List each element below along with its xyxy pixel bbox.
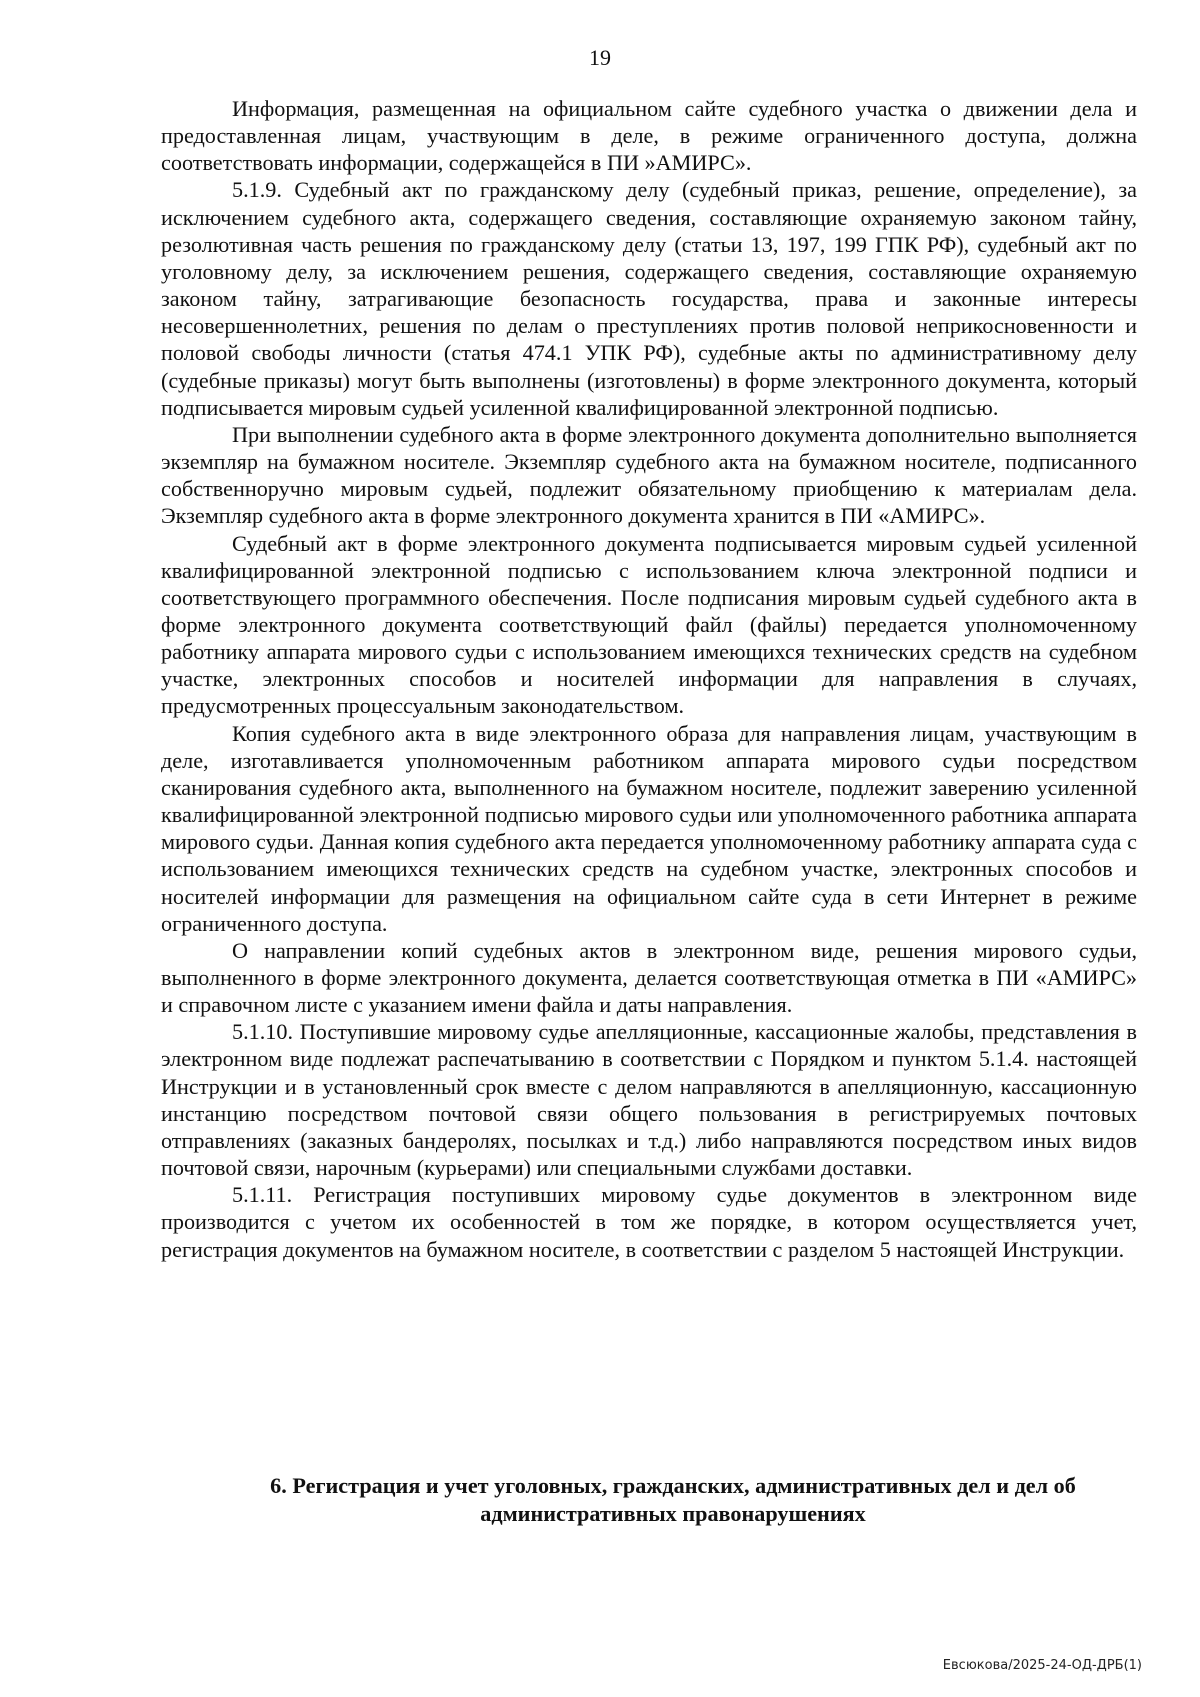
paragraph-5-1-9: 5.1.9. Судебный акт по гражданскому делу (судебный приказ, решение, определение), за исключением судебного акта, содержащего сведения, составляющие охраняемую законом тайну, резолютивная часть решения по гражданскому делу (статьи 13, 197, 199 ГПК РФ), судебный акт по уголовному делу, за исключением решения, содержащего сведения, составляющие охраняемую законом тайну, затрагивающие безопасность государства, права и законные интересы несовершеннолетних, решения по делам о преступлениях против половой неприкосновенности и половой свободы личности (статья 474.1 УПК РФ), судебные акты по административному делу (судебные приказы) могут быть выполнены (изготовлены) в форме электронного документа, который подписывается мировым судьей усиленной квалифицированной электронной подписью. — [161, 177, 1137, 420]
paragraph-paper-copy: При выполнении судебного акта в форме электронного документа дополнительно выполняется экземпляр на бумажном носителе. Экземпляр судебного акта на бумажном носителе, подписанного собственноручно мировым судьей, подлежит обязательному приобщению к материалам дела. Экземпляр судебного акта в форме электронного документа хранится в ПИ «АМИРС». — [161, 421, 1137, 529]
section-heading: 6. Регистрация и учет уголовных, гражданских, административных дел и дел об административных правонарушениях — [270, 1473, 1076, 1526]
footer-stamp: Евсюкова/2025-24-ОД-ДРБ(1) — [942, 1658, 1142, 1673]
page-number: 19 — [589, 45, 611, 70]
paragraph-5-1-11: 5.1.11. Регистрация поступивших мировому судье документов в электронном виде производится с учетом их особенностей в том же порядке, в котором осуществляется учет, регистрация документов на бумажном носителе, в соответствии с разделом 5 настоящей Инструкции. — [161, 1182, 1137, 1262]
paragraph-electronic-copy: Копия судебного акта в виде электронного образа для направления лицам, участвующим в деле, изготавливается уполномоченным работником аппарата мирового судьи посредством сканирования судебного акта, выполненного на бумажном носителе, подлежит заверению усиленной квалифицированной электронной подписью мирового судьи или уполномоченного работника аппарата мирового судьи. Данная копия судебного акта передается уполномоченному работнику аппарата суда с использованием имеющихся технических средств на судебном участке, электронных способов и носителей информации для размещения на официальном сайте суда в сети Интернет в режиме ограниченного доступа. — [161, 720, 1137, 936]
paragraph-sending-note: О направлении копий судебных актов в электронном виде, решения мирового судьи, выполненного в форме электронного документа, делается соответствующая отметка в ПИ «АМИРС» и справочном листе с указанием имени файла и даты направления. — [161, 937, 1137, 1018]
document-body — [161, 95, 1137, 1263]
paragraph-site-information: Информация, размещенная на официальном сайте судебного участка о движении дела и предоставленная лицам, участвующим в деле, в режиме ограниченного доступа, должна соответствовать информации, содержащейся в ПИ »АМИРС». — [161, 96, 1137, 176]
paragraph-electronic-signature: Судебный акт в форме электронного документа подписывается мировым судьей усиленной квалифицированной электронной подписью с использованием ключа электронной подписи и соответствующего программного обеспечения. После подписания мировым судьей судебного акта в форме электронного документа соответствующий файл (файлы) передается уполномоченному работнику аппарата мирового судьи с использованием имеющихся технических средств на судебном участке, электронных способов и носителей информации для направления в случаях, предусмотренных процессуальным законодательством. — [161, 530, 1137, 719]
paragraph-5-1-10: 5.1.10. Поступившие мировому судье апелляционные, кассационные жалобы, представления в электронном виде подлежат распечатыванию в соответствии с Порядком и пунктом 5.1.4. настоящей Инструкции и в установленный срок вместе с делом направляются в апелляционную, кассационную инстанцию посредством почтовой связи общего пользования в регистрируемых почтовых отправлениях (заказных бандеролях, посылках и т.д.) либо направляются посредством иных видов почтовой связи, нарочным (курьерами) или специальными службами доставки. — [161, 1019, 1137, 1181]
